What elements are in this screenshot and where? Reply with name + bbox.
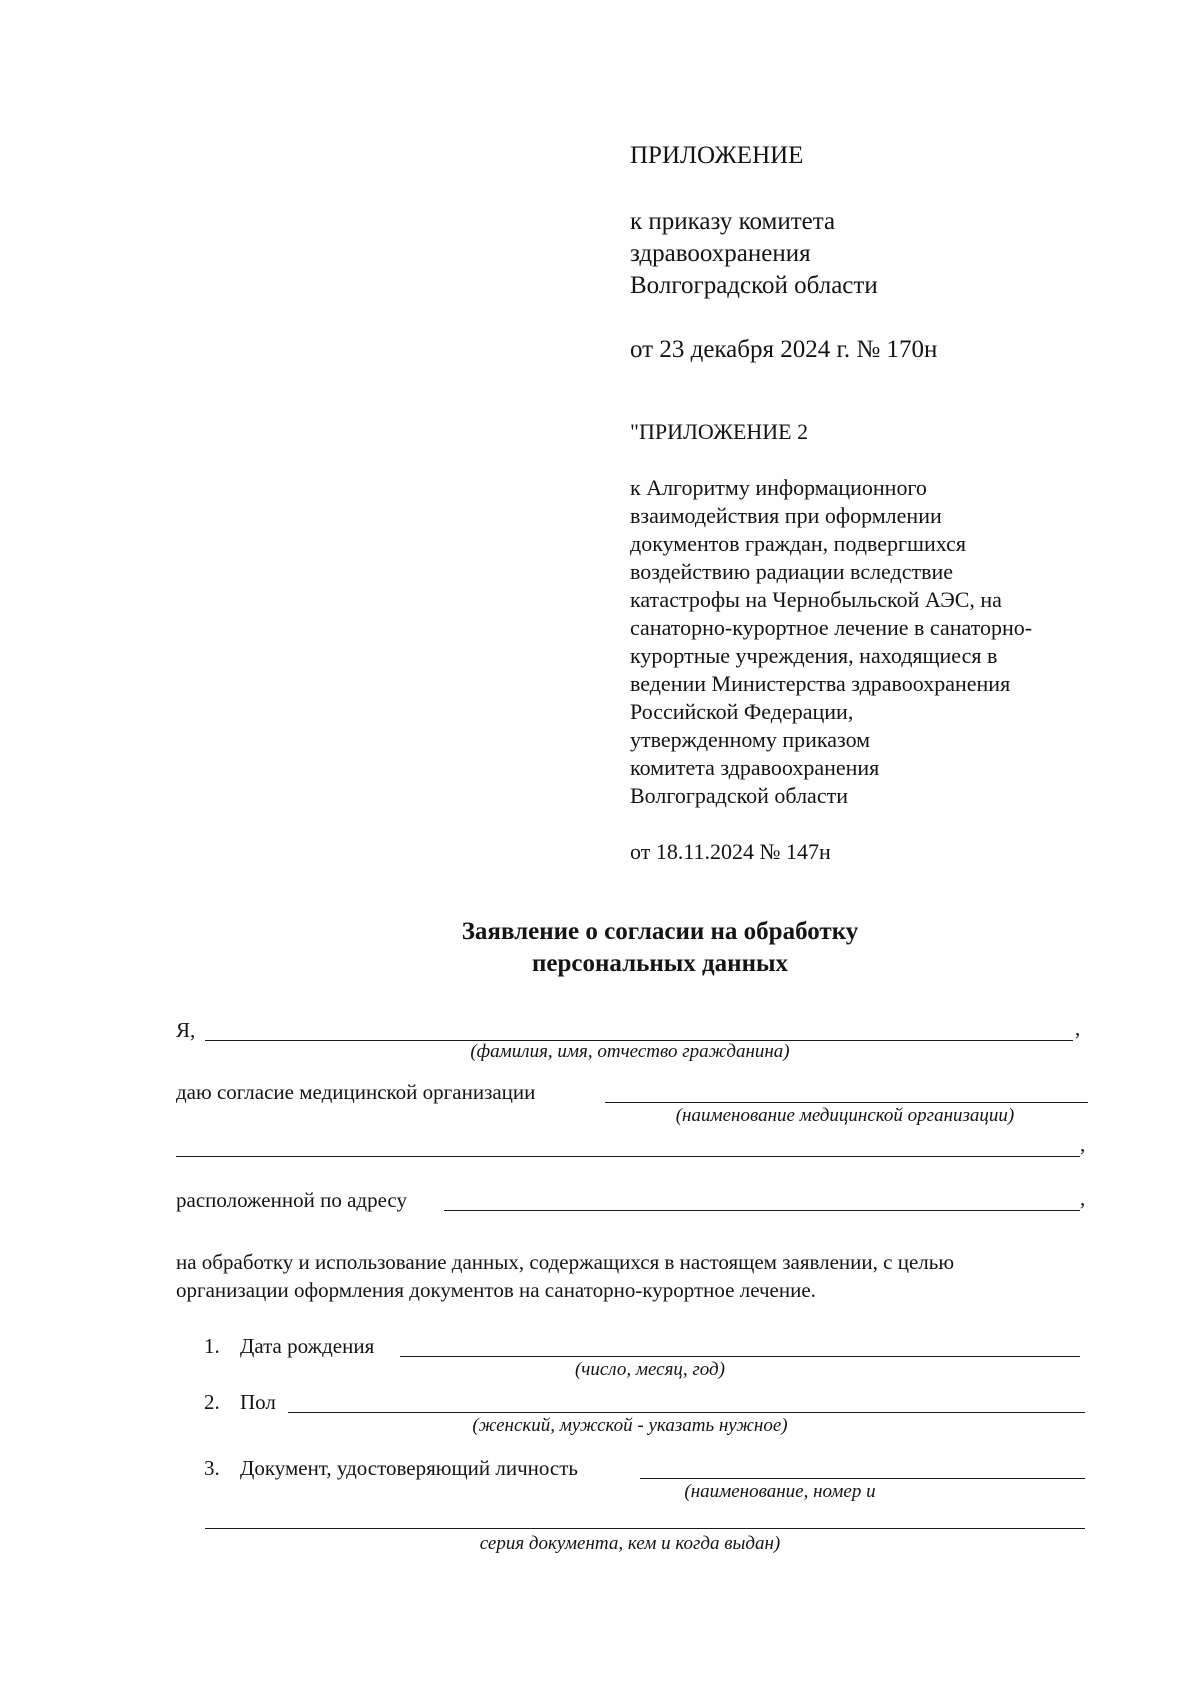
appendix2-line: курортные учреждения, находящиеся в (630, 643, 998, 668)
address-input-line[interactable] (444, 1210, 1080, 1211)
i-label: Я, (176, 1018, 196, 1042)
appendix2-date: от 18.11.2024 № 147н (630, 839, 831, 864)
appendix2-line: Российской Федерации, (630, 699, 854, 724)
appendix2-line: воздействию радиации вследствие (630, 559, 954, 584)
appendix2-line: катастрофы на Чернобыльской АЭС, на (630, 587, 1002, 612)
appendix2-line: санаторно-курортное лечение в санаторно- (630, 615, 1033, 640)
appendix2-line: документов граждан, подвергшихся (630, 531, 967, 556)
address-label: расположенной по адресу (176, 1188, 407, 1212)
id-document-label: Документ, удостоверяющий личность (240, 1456, 578, 1480)
order-line-2: здравоохранения (630, 240, 811, 267)
gender-label: Пол (240, 1390, 276, 1414)
birthdate-caption: (число, месяц, год) (574, 1359, 725, 1380)
appendix2-line: взаимодействия при оформлении (630, 503, 942, 528)
org-caption: (наименование медицинской организации) (675, 1105, 1015, 1126)
comma: , (1075, 1016, 1081, 1040)
birthdate-input-line[interactable] (400, 1356, 1080, 1357)
appendix-title: ПРИЛОЖЕНИЕ (630, 142, 804, 169)
comma: , (1080, 1132, 1086, 1156)
field-number: 1. (204, 1334, 220, 1358)
document-title-line-2: персональных данных (531, 950, 789, 977)
appendix2-line: ведении Министерства здравоохранения (630, 671, 1011, 696)
appendix2-line: Волгоградской области (630, 783, 848, 808)
id-document-caption-2: серия документа, кем и когда выдан) (479, 1533, 781, 1554)
org-input-line-2[interactable] (176, 1156, 1080, 1157)
birthdate-label: Дата рождения (240, 1334, 375, 1358)
id-document-input-line[interactable] (640, 1478, 1085, 1479)
purpose-line-1: на обработку и использование данных, содержащихся в настоящем заявлении, с целью (176, 1250, 955, 1274)
gender-caption: (женский, мужской - указать нужное) (472, 1415, 788, 1436)
field-number: 3. (204, 1456, 220, 1480)
appendix2-title: "ПРИЛОЖЕНИЕ 2 (630, 419, 809, 444)
fio-caption: (фамилия, имя, отчество гражданина) (470, 1041, 790, 1062)
id-document-input-line-2[interactable] (205, 1528, 1085, 1529)
appendix2-line: утвержденному приказом (630, 727, 871, 752)
appendix2-line: к Алгоритму информационного (630, 475, 927, 500)
order-line-3: Волгоградской области (630, 272, 878, 299)
order-line-1: к приказу комитета (630, 208, 836, 235)
org-input-line[interactable] (605, 1102, 1088, 1103)
order-date: от 23 декабря 2024 г. № 170н (630, 336, 938, 363)
purpose-line-2: организации оформления документов на санаторно-курортное лечение. (176, 1278, 816, 1302)
comma: , (1080, 1186, 1086, 1210)
document-title-line-1: Заявление о согласии на обработку (461, 918, 859, 945)
gender-input-line[interactable] (288, 1412, 1085, 1413)
consent-label: даю согласие медицинской организации (176, 1080, 536, 1104)
id-document-caption: (наименование, номер и (684, 1481, 876, 1502)
field-number: 2. (204, 1390, 220, 1414)
appendix2-line: комитета здравоохранения (630, 755, 880, 780)
